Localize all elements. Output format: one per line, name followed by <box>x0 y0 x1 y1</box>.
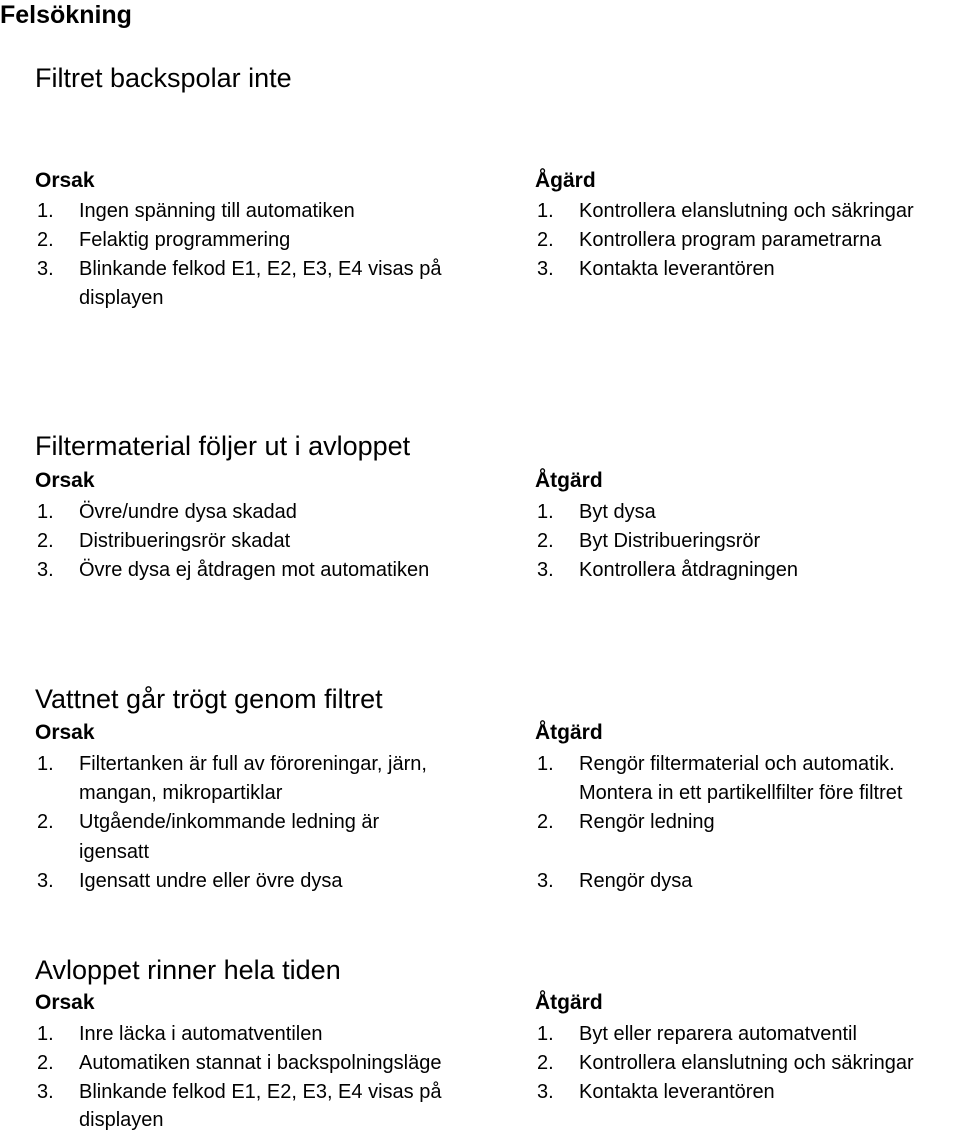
cause-heading: Orsak <box>35 169 95 192</box>
action-heading: Åtgärd <box>535 721 603 744</box>
action-text: Rengör filtermaterial och automatik. <box>579 753 895 775</box>
action-text: Kontrollera åtdragningen <box>579 559 799 581</box>
action-number: 2. <box>537 811 554 833</box>
action-text: Rengör ledning <box>579 811 715 833</box>
section-title: Avloppet rinner hela tiden <box>35 955 341 985</box>
cause-number: 1. <box>37 753 54 775</box>
cause-text: Övre/undre dysa skadad <box>79 501 297 523</box>
action-heading: Åtgärd <box>535 991 603 1014</box>
cause-text-continued: displayen <box>79 287 164 309</box>
cause-number: 3. <box>37 1081 54 1103</box>
cause-heading: Orsak <box>35 469 95 492</box>
action-heading: Åtgärd <box>535 469 603 492</box>
cause-heading: Orsak <box>35 991 95 1014</box>
cause-number: 2. <box>37 229 54 251</box>
action-number: 1. <box>537 753 554 775</box>
action-text: Kontrollera program parametrarna <box>579 229 882 251</box>
action-text: Kontakta leverantören <box>579 1081 775 1103</box>
action-number: 3. <box>537 870 554 892</box>
cause-number: 1. <box>37 501 54 523</box>
cause-text: Övre dysa ej åtdragen mot automatiken <box>79 559 430 581</box>
cause-number: 2. <box>37 530 54 552</box>
cause-number: 1. <box>37 200 54 222</box>
cause-text-continued: mangan, mikropartiklar <box>79 782 283 804</box>
cause-text: Automatiken stannat i backspolningsläge <box>79 1052 442 1074</box>
cause-text: Ingen spänning till automatiken <box>79 200 355 222</box>
action-text: Byt eller reparera automatventil <box>579 1023 857 1045</box>
action-number: 3. <box>537 258 554 280</box>
action-number: 2. <box>537 1052 554 1074</box>
action-text: Kontrollera elanslutning och säkringar <box>579 200 914 222</box>
action-text: Byt dysa <box>579 501 656 523</box>
cause-number: 1. <box>37 1023 54 1045</box>
cause-text: Utgående/inkommande ledning är <box>79 811 380 833</box>
action-number: 3. <box>537 559 554 581</box>
section-title: Filtret backspolar inte <box>35 63 292 93</box>
cause-text-continued: displayen <box>79 1109 164 1131</box>
action-number: 1. <box>537 501 554 523</box>
cause-text: Filtertanken är full av föroreningar, järn, <box>79 753 427 775</box>
action-text: Rengör dysa <box>579 870 693 892</box>
cause-number: 2. <box>37 811 54 833</box>
cause-number: 3. <box>37 559 54 581</box>
cause-text: Blinkande felkod E1, E2, E3, E4 visas på <box>79 1081 442 1103</box>
cause-text: Distribueringsrör skadat <box>79 530 291 552</box>
action-heading: Ågärd <box>535 169 596 192</box>
cause-text: Igensatt undre eller övre dysa <box>79 870 343 892</box>
action-number: 2. <box>537 229 554 251</box>
action-text: Kontrollera elanslutning och säkringar <box>579 1052 914 1074</box>
cause-number: 3. <box>37 870 54 892</box>
section-title: Vattnet går trögt genom filtret <box>35 684 383 714</box>
cause-text: Inre läcka i automatventilen <box>79 1023 323 1045</box>
cause-heading: Orsak <box>35 721 95 744</box>
cause-text: Blinkande felkod E1, E2, E3, E4 visas på <box>79 258 442 280</box>
action-number: 2. <box>537 530 554 552</box>
cause-number: 3. <box>37 258 54 280</box>
action-number: 3. <box>537 1081 554 1103</box>
cause-text-continued: igensatt <box>79 841 150 863</box>
action-text: Kontakta leverantören <box>579 258 775 280</box>
action-number: 1. <box>537 1023 554 1045</box>
action-text-continued: Montera in ett partikellfilter före filtret <box>579 782 903 804</box>
cause-text: Felaktig programmering <box>79 229 291 251</box>
cause-number: 2. <box>37 1052 54 1074</box>
action-number: 1. <box>537 200 554 222</box>
section-title: Filtermaterial följer ut i avloppet <box>35 431 411 461</box>
action-text: Byt Distribueringsrör <box>579 530 761 552</box>
page-title: Felsökning <box>0 1 132 29</box>
